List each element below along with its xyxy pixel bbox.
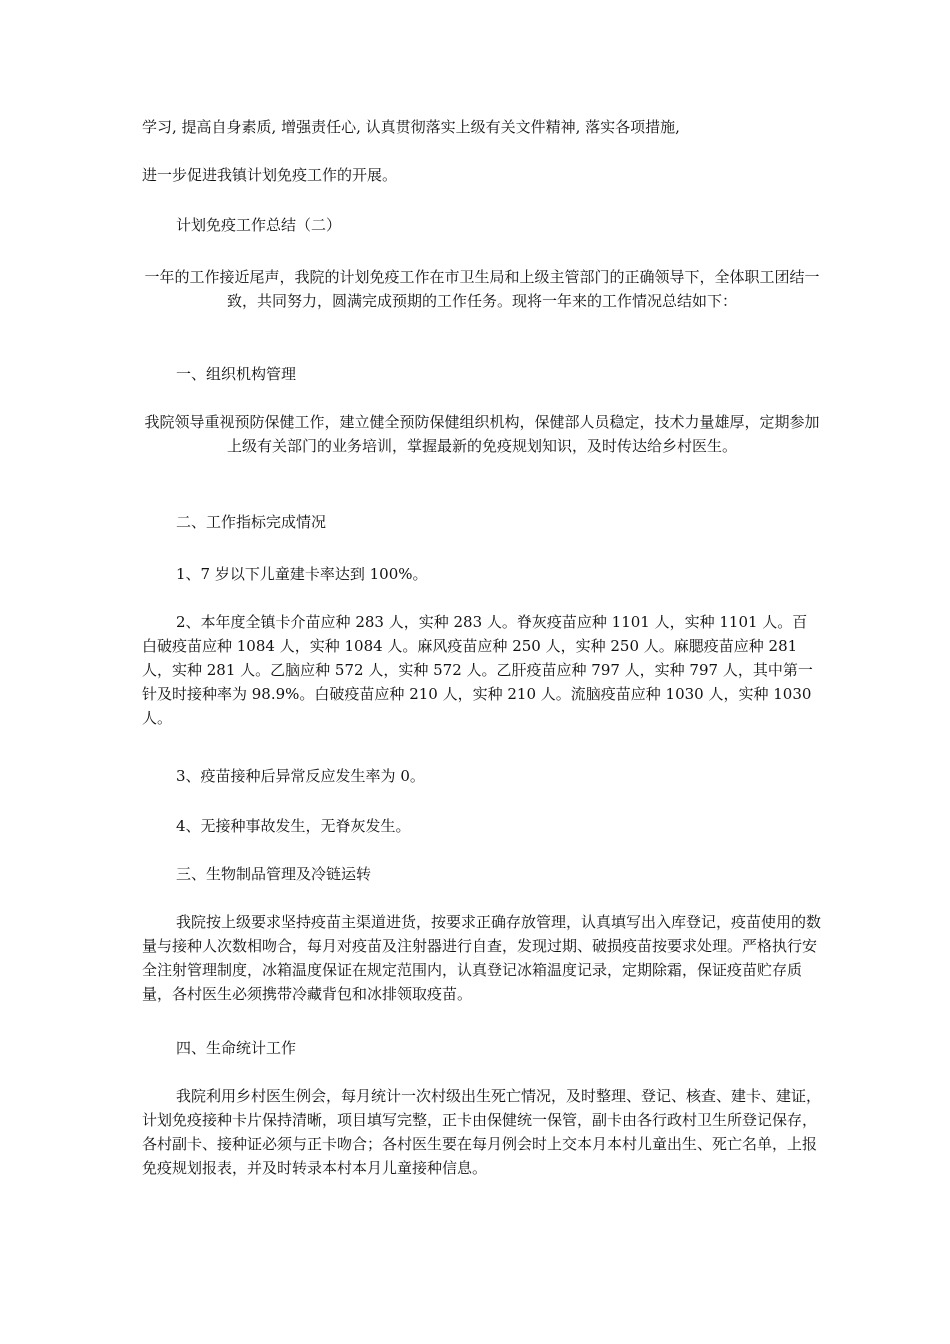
indicator-item-4: 4、无接种事故发生，无脊灰发生。 [176,817,411,835]
org-paragraph: 我院领导重视预防保健工作，建立健全预防保健组织机构，保健部人员稳定，技术力量雄厚，定期参加上级有关部门的业务培训，掌握最新的免疫规划知识，及时传达给乡村医生。 [144,413,820,455]
indicator-item-2: 2、本年度全镇卡介苗应种 283 人，实种 283 人。脊灰疫苗应种 1101 人，实种 1101 人。百白破疫苗应种 1084 人，实种 1084 人。麻风疫苗应种 250 人，实种 250 人。麻腮疫苗应种 281 人，实种 281 人。乙脑应种 572 人，实种 572 人。乙肝疫苗应种 797 人，实种 797 人，其中第一针及时接种率为 98.9%。白破疫苗应种 210 人，实种 210 人。流脑疫苗应种 1030 人，实种 1030 人。 [142,613,813,727]
cold-chain-paragraph: 我院按上级要求坚持疫苗主渠道进货，按要求正确存放管理，认真填写出入库登记，疫苗使用的数量与接种人次数相吻合，每月对疫苗及注射器进行自查，发现过期、破损疫苗按要求处理。严格执行安全注射管理制度，冰箱温度保证在规定范围内，认真登记冰箱温度记录，定期除霜，保证疫苗贮存质量，各村医生必须携带冷藏背包和冰排领取疫苗。 [142,913,822,1003]
section-title: 计划免疫工作总结（二） [176,216,342,234]
body-paragraph: 进一步促进我镇计划免疫工作的开展。 [142,166,398,184]
vital-stats-paragraph: 我院利用乡村医生例会，每月统计一次村级出生死亡情况，及时整理、登记、核查、建卡、建证，计划免疫接种卡片保持清晰，项目填写完整，正卡由保健统一保管，副卡由各行政村卫生所登记保存，各村副卡、接种证必须与正卡吻合；各村医生要在每月例会时上交本月本村儿童出生、死亡名单，上报免疫规划报表，并及时转录本村本月儿童接种信息。 [142,1087,822,1177]
body-paragraph: 学习, 提高自身素质, 增强责任心, 认真贯彻落实上级有关文件精神, 落实各项措施, [142,118,680,136]
intro-paragraph: 一年的工作接近尾声，我院的计划免疫工作在市卫生局和上级主管部门的正确领导下，全体职工团结一致，共同努力，圆满完成预期的工作任务。现将一年来的工作情况总结如下： [144,268,820,310]
section-heading-1: 一、组织机构管理 [176,365,297,383]
indicator-item-3: 3、疫苗接种后异常反应发生率为 0。 [176,767,425,785]
section-heading-2: 二、工作指标完成情况 [176,513,327,531]
section-heading-3: 三、生物制品管理及冷链运转 [176,865,372,883]
indicator-item-1: 1、7 岁以下儿童建卡率达到 100%。 [176,565,428,583]
section-heading-4: 四、生命统计工作 [176,1039,297,1057]
